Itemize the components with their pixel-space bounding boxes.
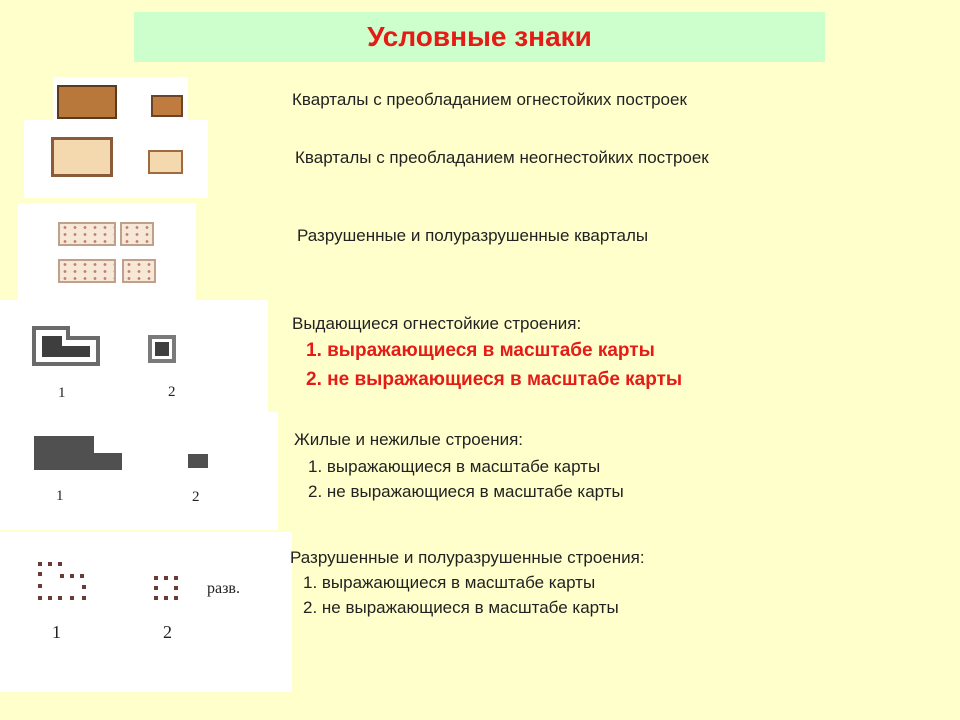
symbol-number-2: 2: [163, 622, 172, 642]
fireproof-blocks-symbol: [53, 77, 188, 122]
legend-fireproof-buildings-item-2: 2. не выражающиеся в масштабе карты: [306, 369, 683, 390]
destroyed-abbreviation: разв.: [207, 580, 240, 597]
legend-destroyed-buildings-item-1: 1. выражающиеся в масштабе карты: [303, 573, 596, 592]
destroyed-block-2: [120, 222, 154, 246]
page-title: Условные знаки: [367, 21, 592, 52]
nonfireproof-block-small: [148, 150, 183, 174]
legend-fireproof-buildings-item-1: 1. выражающиеся в масштабе карты: [306, 340, 655, 361]
nonfireproof-blocks-symbol: [24, 120, 208, 198]
legend-nonfireproof-blocks-text: Кварталы с преобладанием неогнестойких построек: [295, 148, 709, 167]
residential-building-unscaled: [188, 454, 208, 468]
residential-buildings-symbol: [0, 412, 278, 530]
legend-destroyed-buildings-item-2: 2. не выражающиеся в масштабе карты: [303, 598, 619, 617]
destroyed-block-1: [58, 222, 116, 246]
symbol-number-2: 2: [168, 384, 176, 400]
symbol-number-1: 1: [58, 385, 66, 401]
destroyed-building-scaled: [36, 560, 90, 602]
destroyed-building-unscaled: [152, 576, 180, 602]
legend-residential-buildings-item-1: 1. выражающиеся в масштабе карты: [308, 457, 601, 476]
legend-residential-buildings-heading: Жилые и нежилые строения:: [294, 430, 524, 449]
fireproof-building-scaled: [32, 324, 102, 368]
residential-building-scaled: [34, 432, 124, 472]
legend-fireproof-buildings-heading: Выдающиеся огнестойкие строения:: [292, 314, 582, 333]
legend-destroyed-buildings-heading: Разрушенные и полуразрушенные строения:: [290, 548, 645, 567]
destroyed-buildings-symbol: [0, 532, 292, 692]
symbol-number-1: 1: [56, 488, 64, 504]
fireproof-block-small: [151, 95, 183, 117]
symbol-number-1: 1: [52, 622, 61, 642]
nonfireproof-block-large: [51, 137, 113, 177]
destroyed-blocks-symbol: [18, 203, 196, 300]
symbol-number-2: 2: [192, 489, 200, 505]
fireproof-buildings-symbol: [0, 300, 268, 412]
title-band: [134, 12, 825, 62]
fireproof-building-unscaled: [148, 335, 176, 363]
legend-destroyed-blocks-text: Разрушенные и полуразрушенные кварталы: [297, 226, 649, 245]
destroyed-block-3: [58, 259, 116, 283]
legend-fireproof-blocks-text: Кварталы с преобладанием огнестойких построек: [292, 90, 687, 109]
legend-residential-buildings-item-2: 2. не выражающиеся в масштабе карты: [308, 482, 624, 501]
fireproof-block-large: [57, 85, 117, 119]
destroyed-block-4: [122, 259, 156, 283]
